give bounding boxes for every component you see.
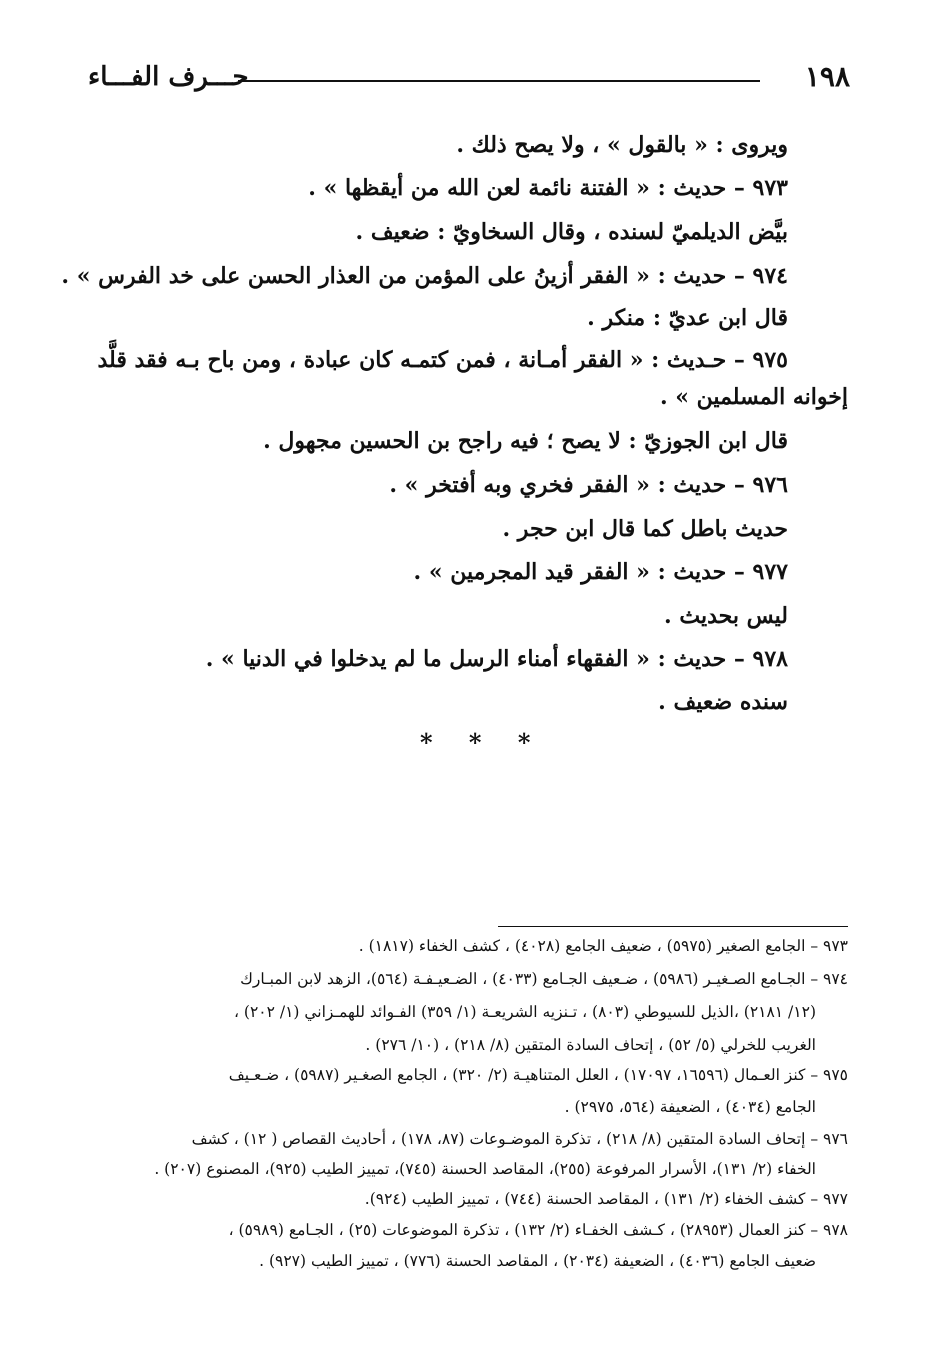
chapter-title: حـــرف الفـــاء	[88, 62, 249, 92]
footnote-line: ضعيف الجامع (٤٠٣٦) ، الضعيفة (٢٠٣٤) ، المقاصد الحسنة (٧٧٦) ، تمييز الطيب (٩٢٧) .	[259, 1252, 816, 1270]
body-line: قال ابن الجوزيّ : لا يصح ؛ فيه راجح بن الحسين مجهول .	[263, 428, 788, 454]
footnote-line: الخفاء (٢/ ١٣١)، الأسرار المرفوعة (٢٥٥)، المقاصد الحسنة (٧٤٥)، تمييز الطيب (٩٢٥)، المصنوع (٢٠٧) .	[154, 1160, 816, 1178]
body-line: حديث باطل كما قال ابن حجر .	[502, 516, 788, 542]
hadith-975: ٩٧٥ – حـديث : « الفقر أمـانة ، فمن كتمـه كان عبادة ، ومن باح بـه فقد قلَّد	[97, 347, 788, 373]
body-line: سنده ضعيف .	[658, 689, 788, 715]
hadith-976: ٩٧٦ – حديث : « الفقر فخري وبه أفتخر » .	[389, 472, 788, 498]
hadith-977: ٩٧٧ – حديث : « الفقر قيد المجرمين » .	[413, 559, 788, 585]
footnote-975: ٩٧٥ – كنز العـمال (١٦٥٩٦، ١٧٠٩٧) ، العلل المتناهيـة (٢/ ٣٢٠) ، الجامع الصغـير (٥٩٨٧) ، ضـعـيف	[228, 1066, 848, 1084]
footnote-line: الغريب للخرلي (٥/ ٥٢) ، إتحاف السادة المتقين (٨/ ٢١٨) ، (١٠/ ٢٧٦) .	[365, 1036, 816, 1054]
footnote-973: ٩٧٣ – الجامع الصغير (٥٩٧٥) ، ضعيف الجامع (٤٠٢٨) ، كشف الخفاء (١٨١٧) .	[358, 937, 848, 955]
footnote-976: ٩٧٦ – إتحاف السادة المتقين (٨/ ٢١٨) ، تذكرة الموضـوعات (٨٧، ١٧٨) ، أحاديث القصاص ( ١٢) ، كشف	[191, 1130, 848, 1148]
footnote-978: ٩٧٨ – كنز العمال (٢٨٩٥٣) ، كـشف الخفـاء (٢/ ١٣٢) ، تذكرة الموضوعات (٢٥) ، الجـامع (٥٩٨٩) ،	[228, 1221, 848, 1239]
footnote-line: الجامع (٤٠٣٤) ، الضعيفة (٥٦٤، ٢٩٧٥) .	[564, 1098, 816, 1116]
section-separator: * * *	[420, 728, 545, 757]
body-line: بيَّض الديلميّ لسنده ، وقال السخاويّ : ضعيف .	[355, 219, 788, 245]
page-header	[88, 58, 850, 98]
footnote-rule	[498, 926, 848, 927]
page-number: ١٩٨	[804, 60, 850, 93]
footnote-974: ٩٧٤ – الجـامع الصـغيـر (٥٩٨٦) ، ضـعيف الجـامع (٤٠٣٣) ، الضـعيـفـة (٥٦٤)، الزهد لابن المبـارك	[240, 970, 848, 988]
footnote-line: (١٢/ ٢١٨١) ،الذيل للسيوطي (٨٠٣) ، تـنزيه الشريعـة (١/ ٣٥٩) الفـوائد للهمـزاني (١/ ٢٠٢) ،	[233, 1003, 816, 1021]
body-line: قال ابن عديّ : منكر .	[587, 305, 788, 331]
body-line: إخوانه المسلمين » .	[659, 384, 848, 410]
footnote-977: ٩٧٧ – كشف الخفاء (٢/ ١٣١) ، المقاصد الحسنة (٧٤٤) ، تمييز الطيب (٩٢٤).	[364, 1190, 848, 1208]
body-line: ليس بحديث .	[664, 603, 788, 629]
body-line: ويروى : « بالقول » ، ولا يصح ذلك .	[456, 132, 788, 158]
hadith-973: ٩٧٣ – حديث : « الفتنة نائمة لعن الله من أيقظها » .	[308, 175, 788, 201]
header-rule	[238, 80, 760, 82]
hadith-978: ٩٧٨ – حديث : « الفقهاء أمناء الرسل ما لم يدخلوا في الدنيا » .	[205, 646, 788, 672]
hadith-974: ٩٧٤ – حديث : « الفقر أزينُ على المؤمن من العذار الحسن على خد الفرس » .	[61, 263, 788, 289]
